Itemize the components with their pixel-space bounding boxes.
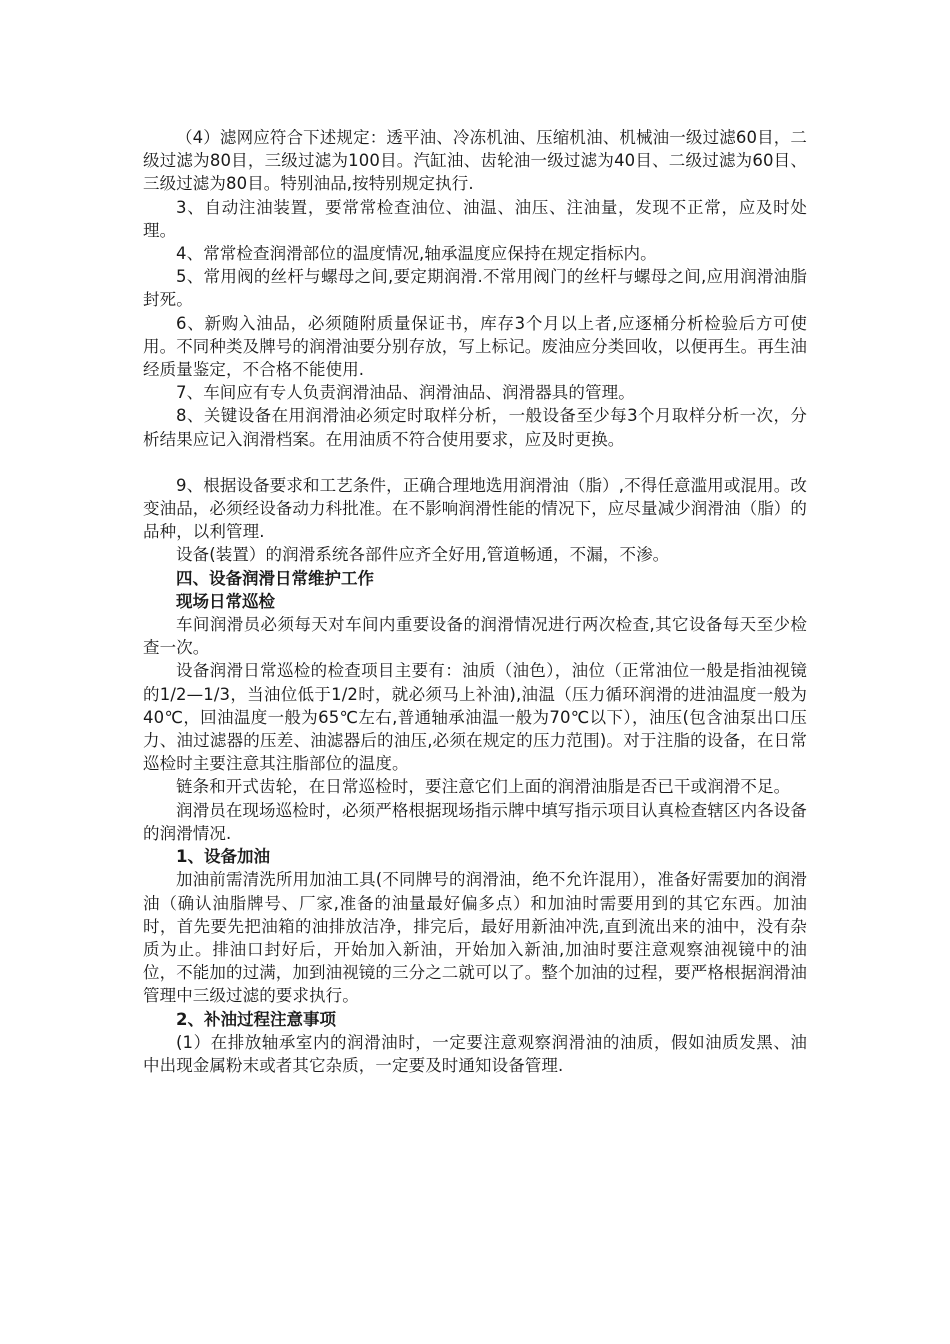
paragraph-valve-lubrication: 5、常用阀的丝杆与螺母之间,要定期润滑.不常用阀门的丝杆与螺母之间,应用润滑油脂封死。 (143, 267, 807, 310)
blank-line (143, 451, 807, 474)
paragraph-topup-note: (1）在排放轴承室内的润滑油时，一定要注意观察润滑油的油质，假如油质发黑、油中出现金属粉末或者其它杂质，一定要及时通知设备管理. (143, 1032, 807, 1075)
paragraph-inspection-frequency: 车间润滑员必须每天对车间内重要设备的润滑情况进行两次检查,其它设备每天至少检查一次。 (143, 615, 807, 658)
paragraph-new-oil: 6、新购入油品，必须随附质量保证书，库存3个月以上者,应逐桶分析检验后方可使用。不同种类及牌号的润滑油要分别存放，写上标记。废油应分类回收，以便再生。再生油经质量鉴定，不合格不能使用. (143, 313, 807, 380)
paragraph-auto-oiler: 3、自动注油装置，要常常检查油位、油温、油压、注油量，发现不正常，应及时处理。 (143, 197, 807, 240)
paragraph-inspection-items: 设备润滑日常巡检的检查项目主要有：油质（油色），油位（正常油位一般是指油视镜的1/2—1/3，当油位低于1/2时，就必须马上补油),油温（压力循环润滑的进油温度一般为40℃，回油温度一般为65℃左右,普通轴承油温一般为70℃以下），油压(包含油泵出口压力、油过滤器的压差、油滤器后的油压,必须在规定的压力范围)。对于注脂的设备，在日常巡检时主要注意其注脂部位的温度。 (143, 661, 807, 774)
paragraph-inspector-duty: 润滑员在现场巡检时，必须严格根据现场指示牌中填写指示项目认真检查辖区内各设备的润滑情况. (143, 800, 807, 843)
paragraph-filter-rules: （4）滤网应符合下述规定：透平油、冷冻机油、压缩机油、机械油一级过滤60目，二级过滤为80目，三级过滤为100目。汽缸油、齿轮油一级过滤为40目、二级过滤为60目、三级过滤为80目。特别油品,按特别规定执行. (143, 128, 807, 194)
subsection-heading-topup: 2、补油过程注意事项 (176, 1009, 336, 1029)
subsection-heading-refuel: 1、设备加油 (176, 847, 270, 867)
paragraph-temperature-check: 4、常常检查润滑部位的温度情况,轴承温度应保持在规定指标内。 (176, 244, 657, 264)
paragraph-sampling: 8、关键设备在用润滑油必须定时取样分析，一般设备至少每3个月取样分析一次，分析结果应记入润滑档案。在用油质不符合使用要求，应及时更换。 (143, 406, 807, 449)
subsection-heading-inspection: 现场日常巡检 (176, 591, 275, 611)
paragraph-system-parts: 设备(装置）的润滑系统各部件应齐全好用,管道畅通，不漏，不渗。 (176, 545, 670, 565)
section-heading: 四、设备润滑日常维护工作 (176, 568, 374, 588)
paragraph-chains-gears: 链条和开式齿轮，在日常巡检时，要注意它们上面的润滑油脂是否已干或润滑不足。 (176, 777, 791, 797)
paragraph-dedicated-staff: 7、车间应有专人负责润滑油品、润滑油品、润滑器具的管理。 (176, 383, 635, 403)
paragraph-oil-selection: 9、根据设备要求和工艺条件，正确合理地选用润滑油（脂）,不得任意滥用或混用。改变油品，必须经设备动力科批准。在不影响润滑性能的情况下，应尽量减少润滑油（脂）的品种，以利管理. (143, 475, 807, 542)
document-page (143, 126, 807, 1077)
paragraph-refuel-procedure: 加油前需清洗所用加油工具(不同牌号的润滑油，绝不允许混用），准备好需要加的润滑油（确认油脂牌号、厂家,准备的油量最好偏多点）和加油时需要用到的其它东西。加油时，首先要先把油箱的油排放洁净，排完后，最好用新油冲洗,直到流出来的油中，没有杂质为止。排油口封好后，开始加入新油，开始加入新油,加油时要注意观察油视镜中的油位，不能加的过满，加到油视镜的三分之二就可以了。整个加油的过程，要严格根据润滑油管理中三级过滤的要求执行。 (143, 870, 807, 1006)
